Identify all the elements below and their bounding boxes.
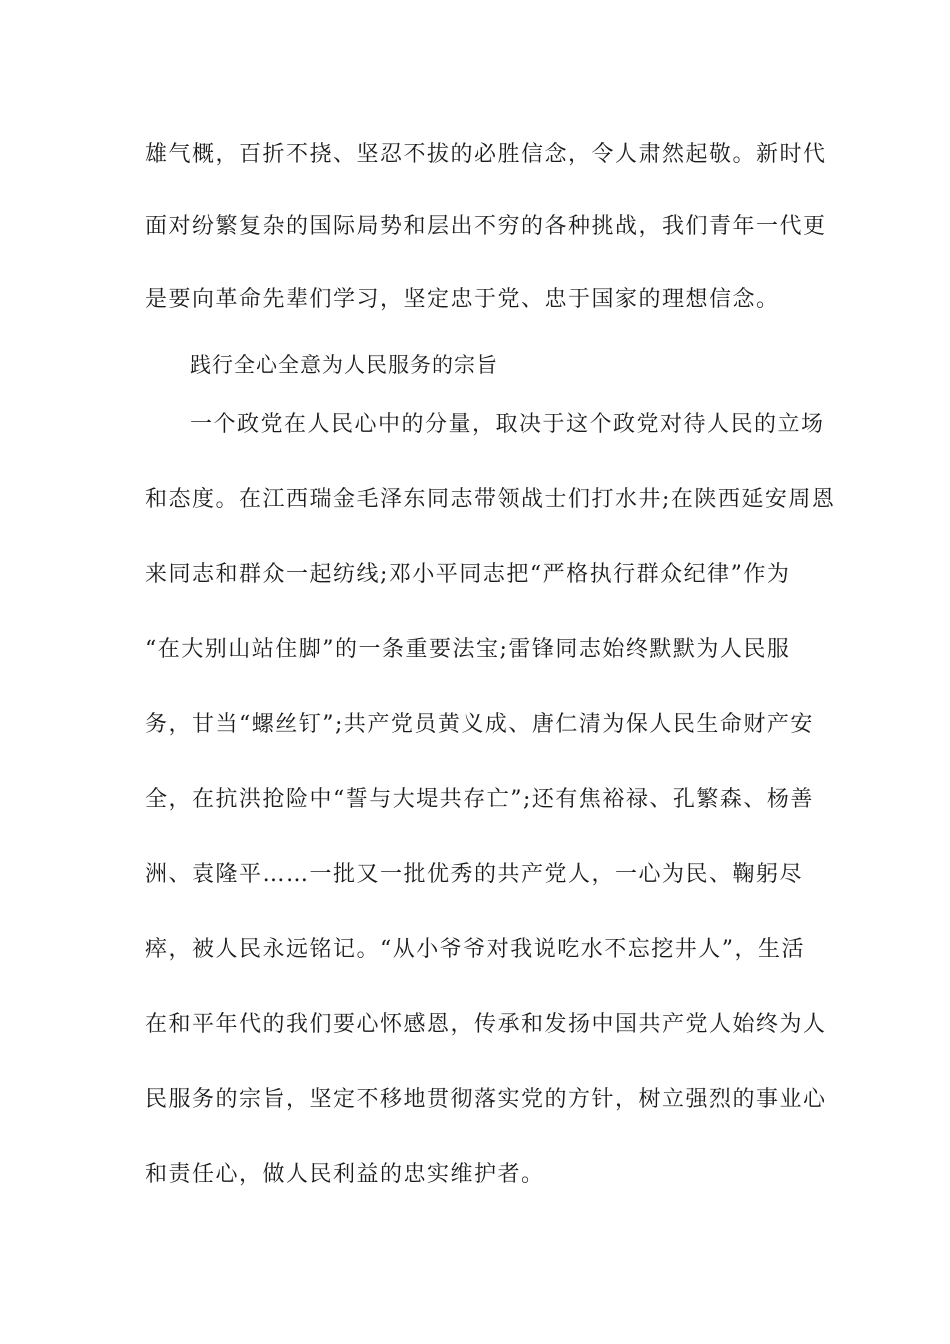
paragraph-line: 和态度。在江西瑞金毛泽东同志带领战士们打水井;在陕西延安周恩 xyxy=(145,487,836,512)
paragraph-line: 全，在抗洪抢险中“誓与大堤共存亡”;还有焦裕禄、孔繁森、杨善 xyxy=(145,787,814,812)
paragraph-line: 瘁，被人民永远铭记。“从小爷爷对我说吃水不忘挖井人”，生活 xyxy=(145,937,805,962)
paragraph-line: 洲、袁隆平……一批又一批优秀的共产党人，一心为民、鞠躬尽 xyxy=(145,862,804,887)
paragraph-line: 一个政党在人民心中的分量，取决于这个政党对待人民的立场 xyxy=(190,412,825,437)
paragraph-line: 面对纷繁复杂的国际局势和层出不穷的各种挑战，我们青年一代更 xyxy=(145,214,827,239)
paragraph-line: 是要向革命先辈们学习，坚定忠于党、忠于国家的理想信念。 xyxy=(145,287,780,312)
paragraph-line: 来同志和群众一起纺线;邓小平同志把“严格执行群众纪律”作为 xyxy=(145,562,791,587)
paragraph-line: 雄气概，百折不挠、坚忍不拔的必胜信念，令人肃然起敬。新时代 xyxy=(145,142,827,167)
paragraph-line: “在大别山站住脚”的一条重要法宝;雷锋同志始终默默为人民服 xyxy=(145,637,791,662)
paragraph-line: 在和平年代的我们要心怀感恩，传承和发扬中国共产党人始终为人 xyxy=(145,1012,827,1037)
paragraph-line: 务，甘当“螺丝钉”;共产党员黄义成、唐仁清为保人民生命财产安 xyxy=(145,712,814,737)
section-heading: 践行全心全意为人民服务的宗旨 xyxy=(190,353,498,377)
paragraph-line: 民服务的宗旨，坚定不移地贯彻落实党的方针，树立强烈的事业心 xyxy=(145,1087,827,1112)
paragraph-line: 和责任心，做人民利益的忠实维护者。 xyxy=(145,1162,545,1187)
